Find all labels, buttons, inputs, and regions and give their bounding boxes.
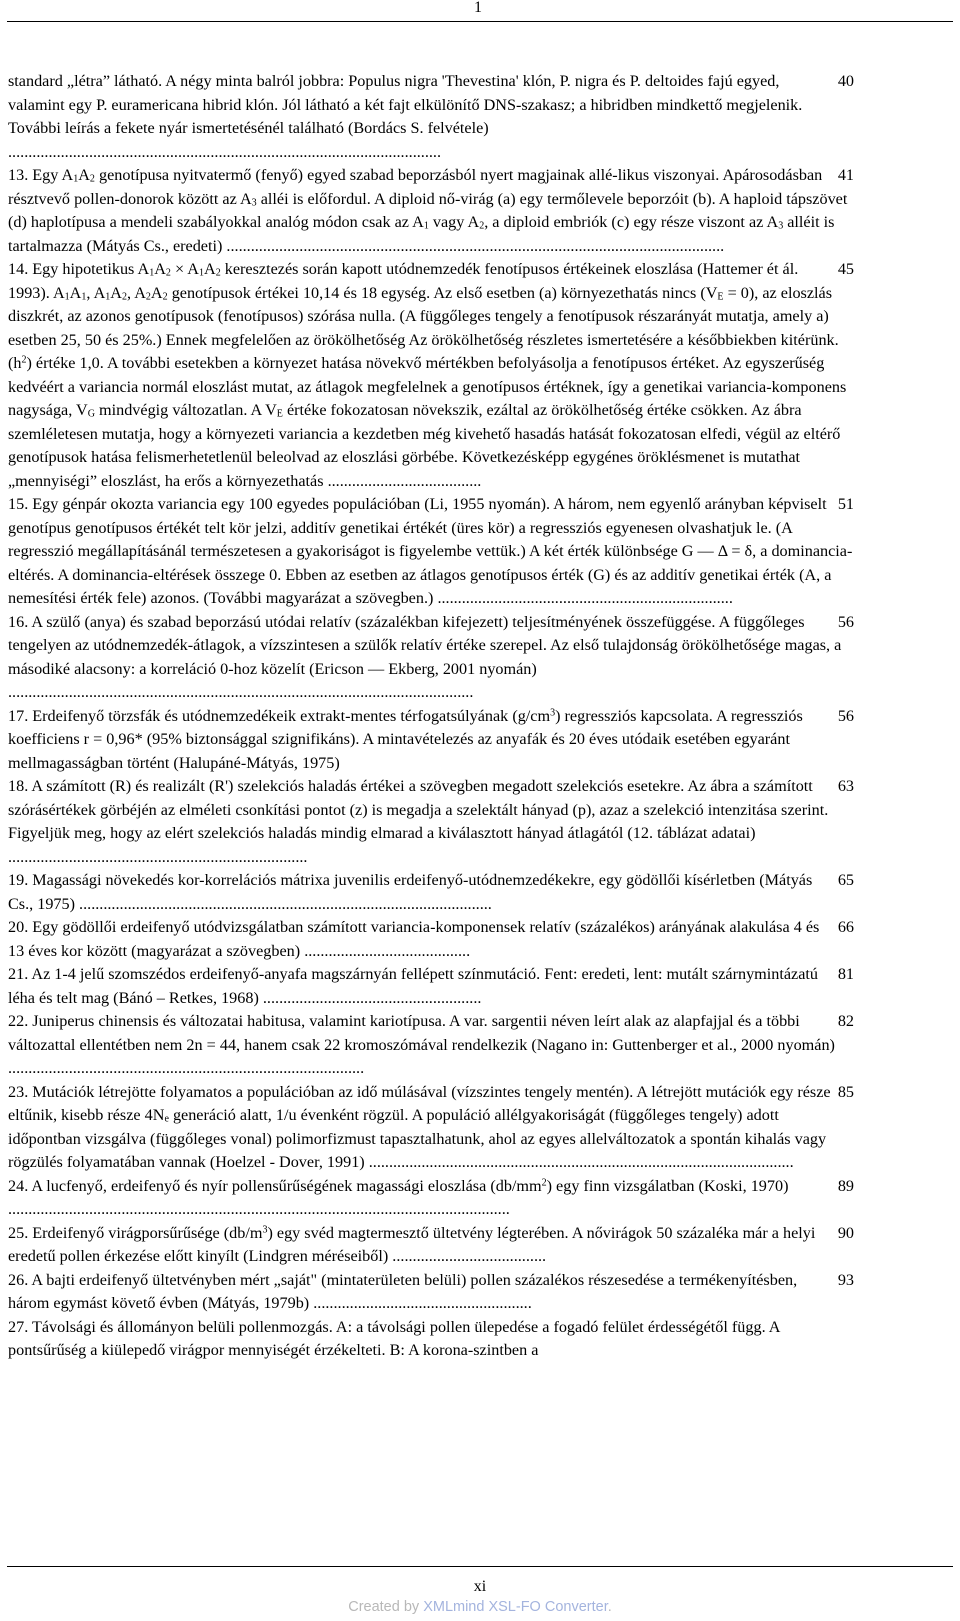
entry-subscript: G xyxy=(87,408,95,420)
entry-text: 16. A szülő (anya) és szabad beporzású utódai relatív (százalékban kifejezett) teljesítményének összefüggése. A függőleges tengelyen az utódnemzedék-átlagok, a vízszintesen a szülők relatív értéke szerepel. Az első tulajdonság örökölhetősége magas, a másodiké alacsony: a korreláció 0-hoz közelít (Ericson — Ekberg, 2001 nyomán) ................................................................................................................... xyxy=(8,612,842,701)
entry-page-number[interactable]: 56 xyxy=(837,706,854,725)
entry-page-number[interactable]: 65 xyxy=(837,871,854,889)
entry-text: A xyxy=(154,260,166,278)
entry-text: 26. A bajti erdeifenyő ültetvényben mért „saját" (mintaterületen belüli) pollen százalékos részesedése a termékenyítésben, három egymást követő évben (Mátyás, 1979b) ...................................................... xyxy=(8,1270,798,1312)
entry-text: A xyxy=(150,283,163,302)
footer-rule xyxy=(7,1566,953,1567)
entry-text: 21. Az 1-4 jelű szomszédos erdeifenyő-anyafa magszárnyán fellépett színmutáció. Fent: eredeti, lent: mutált szárnymintázatú léha és telt mag (Bánó – Retkes, 1968) ...................................................... xyxy=(8,965,818,1007)
entry-text: 19. Magassági növekedés kor-korrelációs mátrixa juvenilis erdeifenyő-utódnemzedékekre, egy gödöllői kísérletben (Mátyás Cs., 1975) ...................................................................................................... xyxy=(8,871,813,913)
entry-subscript: 1 xyxy=(198,267,204,279)
credit-link[interactable]: XMLmind XSL-FO Converter xyxy=(423,1599,608,1615)
entry-subscript: 2 xyxy=(122,291,128,302)
entry-text: mindvégig változatlan. A V xyxy=(94,401,277,419)
entry-text: 14. Egy hipotetikus A xyxy=(8,260,150,278)
figure-entry[interactable] xyxy=(8,1269,854,1316)
entry-text: vagy A xyxy=(428,213,480,231)
entry-subscript: E xyxy=(276,408,283,420)
entry-text: 23. Mutációk létrejötte folyamatos a populációban az idő múlásával (vízszintes tengely mentén). A létrejött mutációk egy része eltűnik, kisebb része 4N xyxy=(8,1082,831,1124)
entry-text: ) egy svéd magtermesztő ültetvény légterében. A nővirágok 50 százaléka már a helyi eredetű pollen érkezése előtt kinyílt (Lindgren méréseiből) ...................................... xyxy=(8,1223,816,1265)
entry-text: 15. Egy génpár okozta variancia egy 100 egyedes populációban (Li, 1955 nyomán). A három, nem egyenlő arányban képviselt genotípus genotípusos értékét telt kör jelzi, additív genetikai értékét (üres kör) a regressziós egyenesen olvashatjuk le. (A regresszió megállapításánál természetesen a gyakoriságot is figyelembe vettük.) A két érték különbsége G — Δ = δ, a dominancia-eltérés. A dominancia-eltérések összege 0. Ebben az esetben az átlagos genotípusos érték (G) és az additív genetikai érték (A, a nemesítési érték fele) azonos. (További magyarázat a szövegben.) ......................................................................... xyxy=(8,495,853,607)
entry-subscript: E xyxy=(717,291,724,302)
entry-text: ) egy finn vizsgálatban (Koski, 1970) ............................................................................................................................ xyxy=(8,1176,789,1218)
entry-superscript: 2 xyxy=(21,354,27,366)
entry-text: A xyxy=(69,283,82,302)
figure-entry[interactable] xyxy=(8,869,854,916)
entry-subscript: 2 xyxy=(162,291,168,302)
credit-suffix: . xyxy=(607,1599,612,1615)
entry-text: alléi is előfordul. A diploid nő-virág (a) egy termőlevele beporzóit (b). A haploid tápszövet (d) haplotípusa a mendeli szabályokkal analóg módon csak az A xyxy=(8,189,848,231)
figure-list xyxy=(8,70,854,1363)
entry-page-number[interactable]: 40 xyxy=(837,72,854,90)
entry-text: A xyxy=(78,166,90,184)
entry-page-number[interactable]: 56 xyxy=(837,612,854,631)
entry-text: keresztezés során kapott utódnemzedék fenotípusos értékeinek eloszlása (Hattemer ét ál. 1993). A xyxy=(8,260,799,302)
entry-text: , A xyxy=(127,283,146,302)
entry-text: ) regressziós kapcsolata. A regressziós koefficiens r = 0,96* (95% biztonsággal szignifikáns). A mintavételezés az anyafák és 20 éves utódaik esetében egyaránt mellmagasságban történt (Halupáné-Mátyás, 1975) xyxy=(8,706,803,772)
entry-text: = 0), az eloszlás diszkrét, az azonos genotípusok (fenotípusos) szórása nulla. (A függőleges tengely a fenotípusok részarányát mutatja, amely a) esetben 25, 50 és 25%.) Ennek megfelelően az örökölhetőség Az örökölhetőség részletes ismertetésére a későbbiekben kitérünk. (h xyxy=(8,283,839,372)
entry-subscript: 1 xyxy=(73,173,79,185)
figure-entry[interactable] xyxy=(8,493,854,611)
figure-entry[interactable] xyxy=(8,1175,854,1222)
entry-page-number[interactable]: 81 xyxy=(837,965,854,983)
entry-subscript: 1 xyxy=(64,291,70,302)
entry-superscript: 3 xyxy=(550,706,556,718)
entry-page-number[interactable]: 41 xyxy=(837,166,854,184)
entry-subscript: 2 xyxy=(479,220,485,232)
entry-subscript: e xyxy=(164,1113,169,1125)
entry-page-number[interactable]: 63 xyxy=(837,777,854,795)
entry-text: genotípusok értékei 10,14 és 18 egység. Az első esetben (a) környezethatás nincs (V xyxy=(167,283,718,302)
entry-page-number[interactable]: 89 xyxy=(837,1176,854,1195)
entry-page-number[interactable]: 93 xyxy=(837,1270,854,1289)
entry-text: 18. A számított (R) és realizált (R') szelekciós haladás értékei a szövegben megadott szelekciós esetekre. Az ábra a számított szórásértékek görbéjén az elméleti csonkítási pontot (z) is megadja a szelektált hányad (p), azaz a szelekció intenzitása szerint. Figyeljük meg, hogy az elért szelekciós haladás mindig elmarad a kiválasztott hányad átlagától (12. táblázat adatai) .......................................................................... xyxy=(8,777,829,866)
entry-text: 22. Juniperus chinensis és változatai habitusa, valamint kariotípusa. A var. sargentii néven leírt alak az alapfajjal és a többi változattal ellentétben nem 2n = 44, hanem csak 22 kromoszómával rendelkezik (Nagano in: Guttenberger et al., 2000 nyomán) ........................................................................................ xyxy=(8,1012,835,1077)
figure-entry[interactable] xyxy=(8,70,854,164)
entry-text: genotípusa nyitvatermő (fenyő) egyed szabad beporzásból nyert magjainak allé-likus viszonyai. Apárosodásban résztvevő pollen-donorok között az A xyxy=(8,166,823,208)
entry-page-number[interactable]: 85 xyxy=(837,1082,854,1101)
entry-subscript: 3 xyxy=(251,197,257,208)
entry-text: A xyxy=(203,260,216,278)
entry-subscript: 1 xyxy=(149,267,155,279)
entry-page-number[interactable]: 90 xyxy=(837,1223,854,1242)
figure-entry[interactable] xyxy=(8,1081,854,1175)
entry-text: 24. A lucfenyő, erdeifenyő és nyír pollensűrűségének magassági eloszlása (db/mm xyxy=(8,1176,542,1195)
figure-entry[interactable] xyxy=(8,963,854,1010)
figure-entry[interactable] xyxy=(8,916,854,963)
footer-credit xyxy=(0,1597,960,1617)
figure-entry[interactable] xyxy=(8,1010,854,1081)
entry-text: , A xyxy=(86,283,106,302)
figure-entry[interactable] xyxy=(8,1316,854,1363)
entry-subscript: 1 xyxy=(423,220,429,232)
figure-entry[interactable] xyxy=(8,164,854,258)
entry-text: alléit is tartalmazza (Mátyás Cs., eredeti) ........................................................................................................................... xyxy=(8,213,835,255)
entry-text: 27. Távolsági és állományon belüli pollenmozgás. A: a távolsági pollen ülepedése a fogadó felület érdességétől függ. A pontsűrűség a kiülepedő virágpor mennyiségét érzékelteti. B: A korona-szintben a xyxy=(8,1317,780,1359)
entry-text: értéke fokozatosan növekszik, ezáltal az örökölhetőség értéke csökken. Az ábra szemléletesen mutatja, hogy a környezeti variancia a kezdetben még kivehető hasadás hatását fokozatosan elfedi, végül az eltérő genotípusok hatása felismerhetetlenül beleolvad az eloszlási görbébe. Következésképp egygénes öröklésmenet is mutathat „mennyiségi” eloszlást, ha erős a környezethatás ...................................... xyxy=(8,401,841,490)
entry-text: ) értéke 1,0. A további esetekben a környezet hatása növekvő mértékben befolyásolja a fenotípusos értéket. Az egyszerűség kedvéért a variancia normál eloszlást mutat, az átlagok megfelelnek a genotípusos értéknek, így a genetikai variancia-komponens nagysága, V xyxy=(8,354,847,419)
page-header-number: 1 xyxy=(474,0,482,16)
entry-subscript: 2 xyxy=(145,291,151,302)
entry-text: 13. Egy A xyxy=(8,166,74,184)
entry-text: A xyxy=(110,283,122,302)
entry-text: 25. Erdeifenyő virágporsűrűsége (db/m xyxy=(8,1223,263,1242)
entry-superscript: 3 xyxy=(262,1223,268,1235)
footer-page-label: xi xyxy=(473,1578,487,1595)
entry-text: standard „létra” látható. A négy minta balról jobbra: Populus nigra 'Thevestina' klón, P. nigra és P. deltoides fajú egyed, valamint egy P. euramericana hibrid klón. Jól látható a két fajt elkülönítő DNS-szakasz; a hibridben mindkettő megjelenik. További leírás a fekete nyár ismertetésénél található (Bordács S. felvétele) ........................................................................................................... xyxy=(8,72,803,161)
figure-entry[interactable] xyxy=(8,1222,854,1269)
credit-prefix: Created by xyxy=(348,1599,424,1615)
entry-page-number[interactable]: 82 xyxy=(837,1012,854,1030)
entry-subscript: 2 xyxy=(165,267,171,279)
figure-entry[interactable] xyxy=(8,775,854,869)
entry-superscript: 2 xyxy=(541,1176,547,1188)
entry-text: , a diploid embriók (c) egy része viszont az A xyxy=(484,213,779,231)
figure-entry[interactable] xyxy=(8,258,854,493)
entry-text: 20. Egy gödöllői erdeifenyő utódvizsgálatban számított variancia-komponensek relatív (százalékos) arányának alakulása 4 és 13 éves kor között (magyarázat a szövegben) ......................................... xyxy=(8,918,820,960)
header-rule xyxy=(7,21,953,22)
entry-text: × A xyxy=(170,260,199,278)
entry-page-number[interactable]: 51 xyxy=(837,495,854,513)
figure-entry[interactable] xyxy=(8,705,854,776)
entry-subscript: 3 xyxy=(778,220,784,232)
entry-text: 17. Erdeifenyő törzsfák és utódnemzedékeik extrakt-mentes térfogatsúlyának (g/cm xyxy=(8,706,551,725)
entry-subscript: 1 xyxy=(105,291,111,302)
entry-page-number[interactable]: 66 xyxy=(837,918,854,936)
entry-subscript: 1 xyxy=(81,291,87,302)
entry-text: generáció alatt, 1/u évenként rögzül. A populáció allélgyakoriságát (függőleges tengely) adott időpontban vizsgálva (függőleges vonal) polimorfizmust tapasztalhatunk, ahol az egyes allelváltozatok a spontán kihalás vagy rögzülés folyamatában vannak (Hoelzel - Dover, 1991) ......................................................................................................... xyxy=(8,1106,827,1171)
entry-page-number[interactable]: 45 xyxy=(837,260,854,278)
entry-subscript: 2 xyxy=(89,173,95,185)
figure-entry[interactable] xyxy=(8,611,854,705)
entry-subscript: 2 xyxy=(215,267,221,279)
